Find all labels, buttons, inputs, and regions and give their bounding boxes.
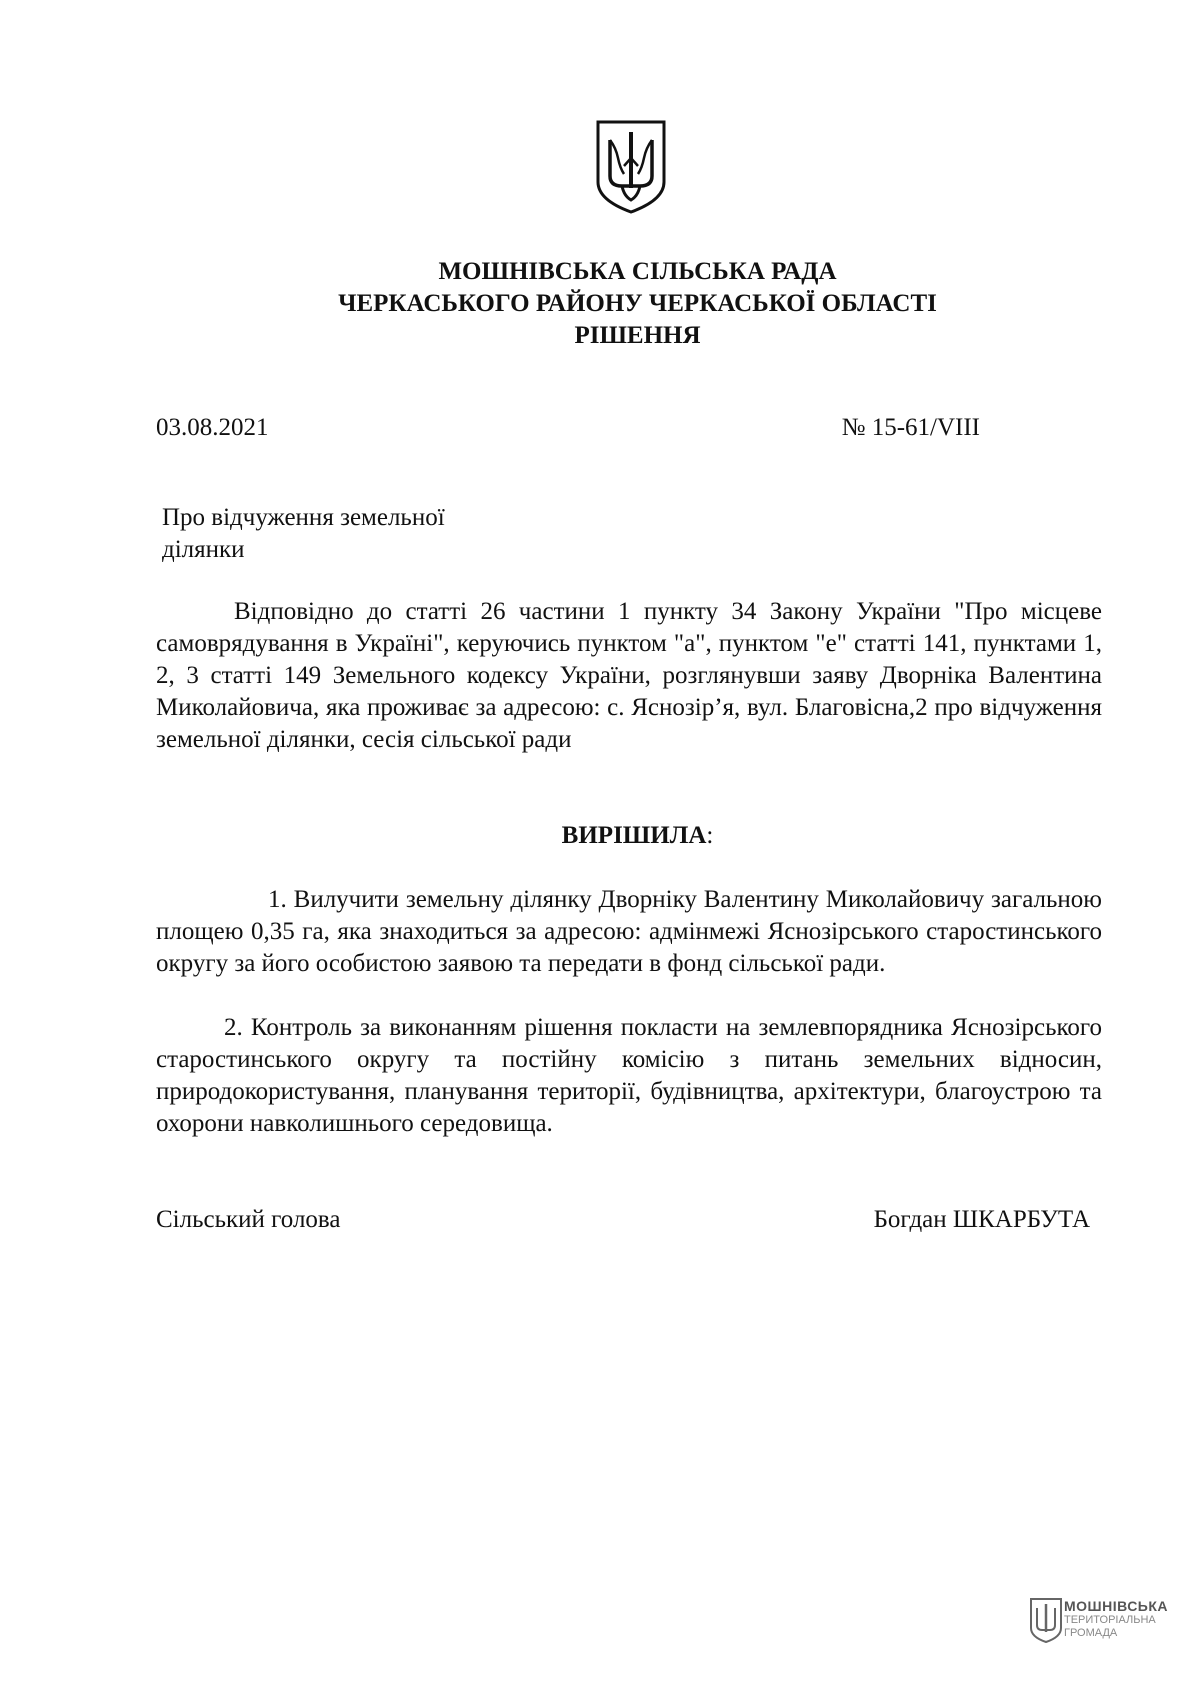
logo-subtitle-1: ТЕРИТОРІАЛЬНА — [1064, 1614, 1156, 1626]
subject-line-2: ділянки — [162, 536, 245, 563]
resolved-heading — [0, 820, 1190, 852]
council-region: ЧЕРКАСЬКОГО РАЙОНУ ЧЕРКАСЬКОЇ ОБЛАСТІ — [338, 290, 937, 317]
trident-icon — [1028, 1596, 1064, 1644]
resolution-item-2: 2. Контроль за виконанням рішення покласти на землевпорядника Яснозірського старостинського округу та постійну комісію з питань земельних відносин, природокористування, планування території, будівництва, архітектури, благоустрою та охорони навколишнього середовища. — [156, 1014, 1102, 1137]
coat-of-arms-icon — [594, 118, 668, 216]
subject-line-1: Про відчуження земельної — [162, 504, 445, 531]
decision-subject — [162, 502, 582, 566]
signature-title: Сільський голова — [156, 1206, 341, 1233]
trident-emblem-graphic — [594, 118, 668, 216]
resolved-colon: : — [706, 822, 714, 849]
document-type: РІШЕННЯ — [574, 322, 701, 349]
decision-number: № 15-61/VIII — [841, 414, 980, 441]
resolved-word: ВИРІШИЛА — [561, 822, 707, 849]
preamble-paragraph: Відповідно до статті 26 частини 1 пункту 34 Закону України "Про місцеве самоврядування в Україні", керуючись пунктом "а", пунктом "е" статті 141, пунктами 1, 2, 3 статті 149 Земельного кодексу України, розглянувши заяву Дворніка Валентина Миколайовича, яка проживає за адресою: с. Яснозір’я, вул. Благовісна,2 про відчуження земельної ділянки, сесія сільської ради — [156, 598, 1102, 753]
resolution-item-1: 1. Вилучити земельну ділянку Дворніку Валентину Миколайовичу загальною площею 0,35 га, яка знаходиться за адресою: адмінмежі Яснозірського старостинського округу за його особистою заявою та передати в фонд сільської ради. — [156, 886, 1102, 977]
council-name: МОШНІВСЬКА СІЛЬСЬКА РАДА — [438, 258, 837, 285]
logo-title: МОШНІВСЬКА — [1064, 1598, 1169, 1614]
decision-date: 03.08.2021 — [156, 414, 269, 441]
logo-subtitle-2: ГРОМАДА — [1064, 1627, 1118, 1639]
community-logo — [1028, 1590, 1188, 1670]
signature-name: Богдан ШКАРБУТА — [873, 1206, 1090, 1233]
